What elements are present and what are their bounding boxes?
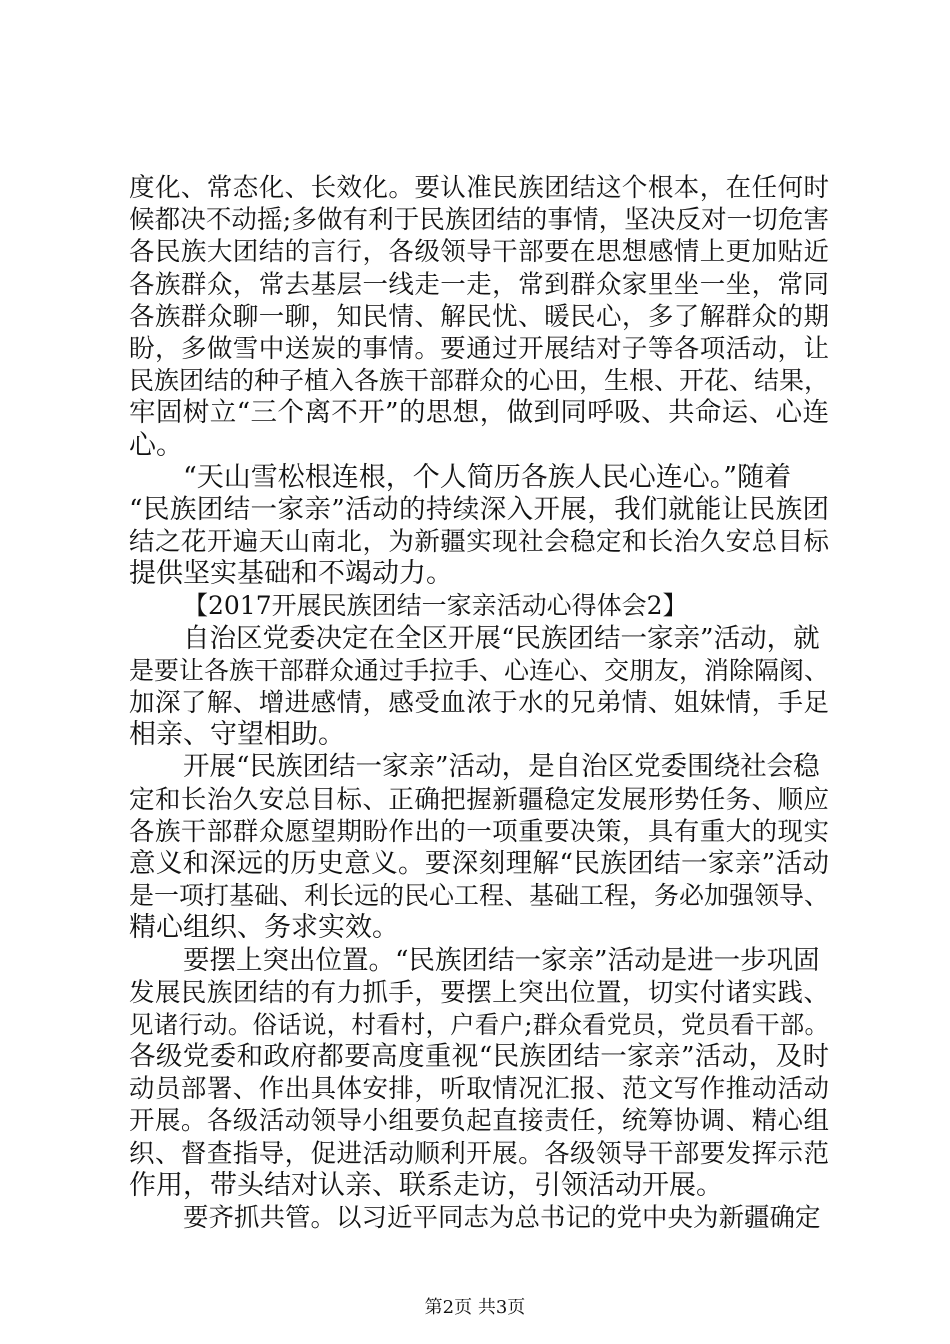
text-line: 心。 bbox=[129, 429, 183, 461]
text-line: 动员部署、作出具体安排，听取情况汇报、范文写作推动活动 bbox=[129, 1074, 829, 1105]
document-body bbox=[129, 172, 829, 1234]
text-line: 民族团结的种子植入各族干部群众的心田，生根、开花、结果， bbox=[129, 366, 830, 396]
text-line: 各族群众，常去基层一线走一走，常到群众家里坐一坐，常同 bbox=[129, 269, 829, 300]
text-line: 候都决不动摇;多做有利于民族团结的事情，坚决反对一切危害 bbox=[129, 205, 829, 236]
text-line: 各族干部群众愿望期盼作出的一项重要决策，具有重大的现实 bbox=[129, 816, 829, 847]
text-line: 提供坚实基础和不竭动力。 bbox=[129, 558, 453, 590]
text-line: 是一项打基础、利长远的民心工程、基础工程，务必加强领导、 bbox=[129, 881, 830, 911]
text-line: 精心组织、务求实效。 bbox=[129, 912, 399, 944]
text-line: 开展“民族团结一家亲”活动，是自治区党委围绕社会稳 bbox=[183, 751, 820, 783]
text-line: 意义和深远的历史意义。要深刻理解“民族团结一家亲”活动 bbox=[129, 847, 829, 879]
text-line: 见诸行动。俗话说，村看村，户看户;群众看党员，党员看干部。 bbox=[129, 1009, 829, 1039]
text-line: 织、督查指导，促进活动顺利开展。各级领导干部要发挥示范 bbox=[129, 1138, 829, 1169]
text-line: 定和长治久安总目标、正确把握新疆稳定发展形势任务、顺应 bbox=[129, 784, 829, 815]
text-line: 盼，多做雪中送炭的事情。要通过开展结对子等各项活动，让 bbox=[129, 333, 829, 364]
text-line: 开展。各级活动领导小组要负起直接责任，统筹协调、精心组 bbox=[129, 1106, 829, 1137]
text-line: 自治区党委决定在全区开展“民族团结一家亲”活动，就 bbox=[183, 622, 820, 654]
text-line: “天山雪松根连根，个人简历各族人民心连心。”随着 bbox=[183, 461, 792, 493]
text-line: 各级党委和政府都要高度重视“民族团结一家亲”活动，及时 bbox=[129, 1041, 829, 1073]
text-line: 各民族大团结的言行，各级领导干部要在思想感情上更加贴近 bbox=[129, 237, 829, 268]
text-line: “民族团结一家亲”活动的持续深入开展，我们就能让民族团 bbox=[129, 493, 829, 525]
text-line: 加深了解、增进感情，感受血浓于水的兄弟情、姐妹情，手足 bbox=[129, 688, 829, 718]
text-line: 发展民族团结的有力抓手，要摆上突出位置，切实付诸实践、 bbox=[129, 977, 829, 1008]
text-line: 牢固树立“三个离不开”的思想，做到同呼吸、共命运、心连 bbox=[129, 397, 829, 429]
text-line: 度化、常态化、长效化。要认准民族团结这个根本，在任何时 bbox=[129, 173, 829, 203]
text-line: 相亲、守望相助。 bbox=[129, 719, 345, 751]
text-line: 是要让各族干部群众通过手拉手、心连心、交朋友，消除隔阂、 bbox=[129, 655, 830, 685]
text-line: 要齐抓共管。以习近平同志为总书记的党中央为新疆确定 bbox=[183, 1203, 821, 1233]
text-line: 结之花开遍天山南北，为新疆实现社会稳定和长治久安总目标 bbox=[129, 527, 829, 558]
text-line: 各族群众聊一聊，知民情、解民忧、暖民心，多了解群众的期 bbox=[129, 301, 829, 332]
page-footer: 第2页 共3页 bbox=[424, 1297, 526, 1318]
section-heading: 【2017开展民族团结一家亲活动心得体会2】 bbox=[183, 591, 688, 621]
text-line: 要摆上突出位置。“民族团结一家亲”活动是进一步巩固 bbox=[183, 944, 820, 976]
text-line: 作用，带头结对认亲、联系走访，引领活动开展。 bbox=[129, 1169, 723, 1201]
